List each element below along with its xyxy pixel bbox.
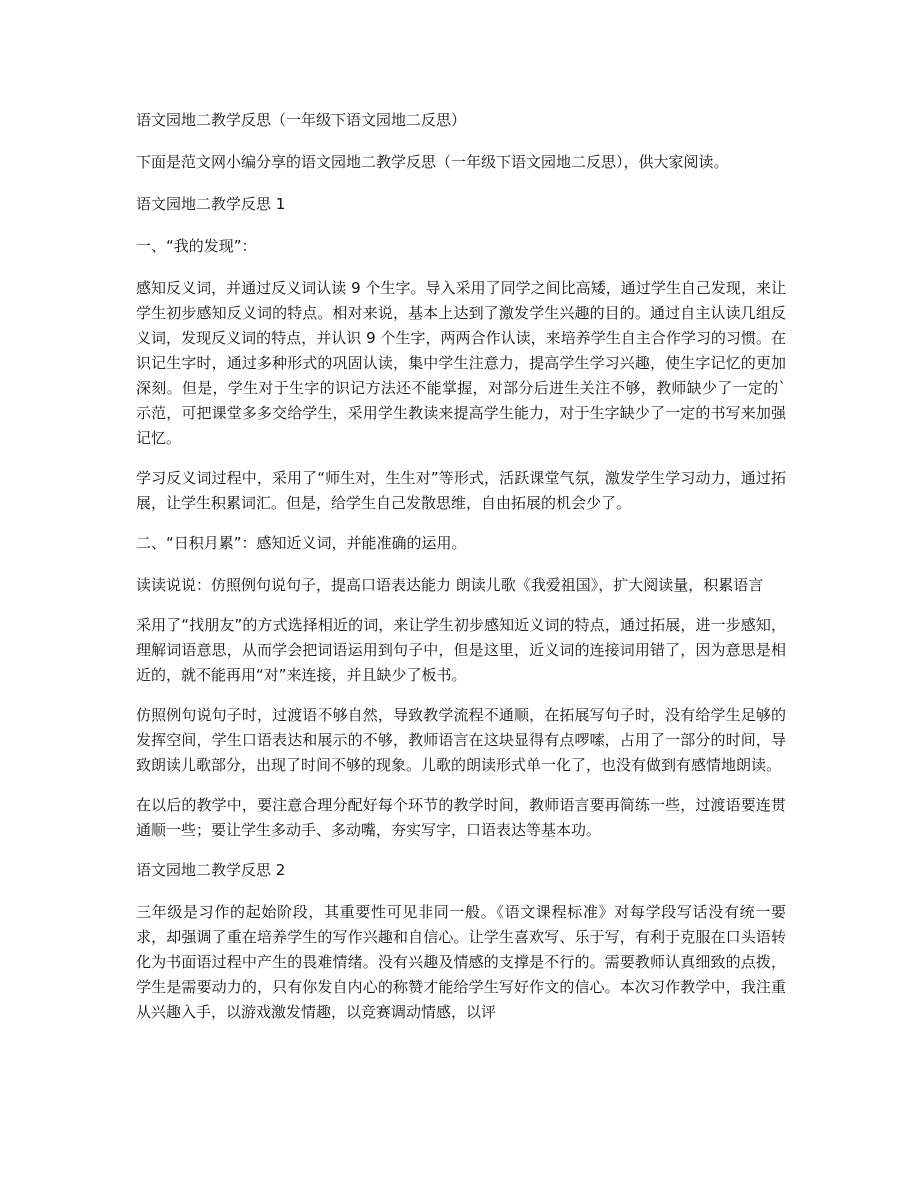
paragraph-synonyms: 采用了“找朋友”的方式选择相近的词，来让学生初步感知近义词的特点，通过拓展，进一步感知，理解词语意思，从而学会把词语运用到句子中，但是这里，近义词的连接词用错了，因为意思是相近的，就不能再用“对”来连接，并且缺少了板书。 <box>136 616 786 684</box>
section-heading-2: 语文园地二教学反思 2 <box>136 861 286 879</box>
part-heading-my-discovery: 一、“我的发现”： <box>136 237 257 255</box>
paragraph-writing-instruction: 三年级是习作的起始阶段，其重要性可见非同一般。《语文课程标准》对每学段写话没有统一要求，却强调了重在培养学生的写作兴趣和自信心。让学生喜欢写、乐于写，有利于克服在口头语转化为书面语过程中产生的畏难情绪。没有兴趣及情感的支撑是不行的。需要教师认真细致的点拨，学生是需要动力的，只有你发自内心的称赞才能给学生写好作文的信心。本次习作教学中，我注重从兴趣入手，以游戏激发情趣，以竞赛调动情感，以评 <box>136 903 786 1021</box>
document-page <box>136 108 786 1040</box>
paragraph-sentence-imitation: 仿照例句说句子时，过渡语不够自然，导致教学流程不通顺，在拓展写句子时，没有给学生足够的发挥空间，学生口语表达和展示的不够，教师语言在这块显得有点啰嗦，占用了一部分的时间，导致朗读儿歌部分，出现了时间不够的现象。儿歌的朗读形式单一化了，也没有做到有感情地朗读。 <box>136 706 786 774</box>
section-heading-1: 语文园地二教学反思 1 <box>136 195 286 213</box>
paragraph-antonyms-learning: 感知反义词，并通过反义词认读 9 个生字。导入采用了同学之间比高矮，通过学生自己发现，来让学生初步感知反义词的特点。相对来说，基本上达到了激发学生兴趣的目的。通过自主认读几组反义词，发现反义词的特点，并认识 9 个生字，两两合作认读，来培养学生自主合作学习的习惯。在识记生字时，通过多种形式的巩固认读，集中学生注意力，提高学生学习兴趣，使生字记忆的更加深刻。但是，学生对于生字的识记方法还不能掌握，对部分后进生关注不够，教师缺少了一定的`示范，可把课堂多多交给学生，采用学生教读来提高学生能力，对于生字缺少了一定的书写来加强记忆。 <box>136 279 786 447</box>
paragraph-antonyms-practice: 学习反义词过程中，采用了“师生对，生生对”等形式，活跃课堂气氛，激发学生学习动力，通过拓展，让学生积累词汇。但是，给学生自己发散思维，自由拓展的机会少了。 <box>136 469 786 512</box>
document-title: 语文园地二教学反思（一年级下语文园地二反思） <box>136 111 467 129</box>
part-heading-daily-accumulation: 二、“日积月累”：感知近义词，并能准确的运用。 <box>136 534 467 552</box>
paragraph-future-teaching: 在以后的教学中，要注意合理分配好每个环节的教学时间，教师语言要再简练一些，过渡语要连贯通顺一些；要让学生多动手、多动嘴，夯实写字，口语表达等基本功。 <box>136 796 786 839</box>
paragraph-read-and-speak: 读读说说：仿照例句说句子，提高口语表达能力 朗读儿歌《我爱祖国》，扩大阅读量，积累语言 <box>136 576 764 594</box>
intro-paragraph: 下面是范文网小编分享的语文园地二教学反思（一年级下语文园地二反思），供大家阅读。 <box>136 153 729 171</box>
